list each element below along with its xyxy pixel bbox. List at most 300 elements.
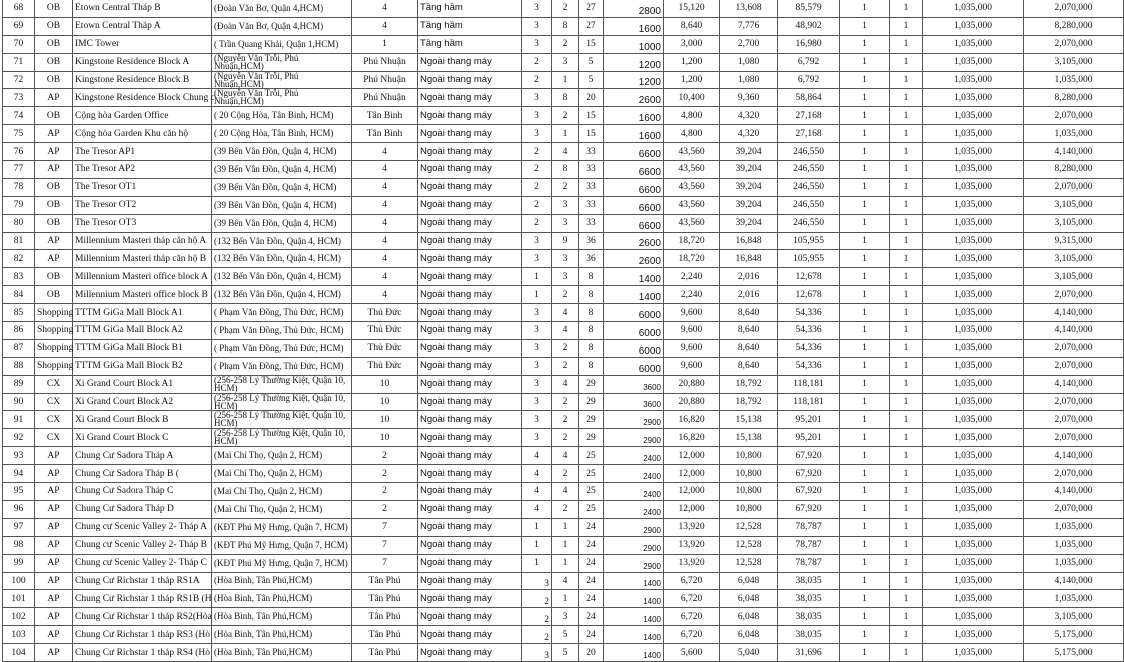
placement-location: Tầng hầm <box>418 17 522 35</box>
row-number: 74 <box>3 107 35 125</box>
building-type: AP <box>35 143 73 161</box>
count-b: 2 <box>552 107 579 125</box>
placement-location: Ngoài thang máy <box>418 268 522 286</box>
floor-count: 36 <box>579 250 604 268</box>
area-value-1: 43,560 <box>664 161 720 179</box>
building-type: OB <box>35 53 73 71</box>
table-row <box>3 518 1124 536</box>
count-a: 1 <box>522 286 552 304</box>
total-price: 8,280,000 <box>1024 89 1124 107</box>
count-b: 2 <box>552 500 579 518</box>
table-row <box>3 304 1124 322</box>
area-value-1: 43,560 <box>664 214 720 232</box>
factor-1: 1 <box>840 71 890 89</box>
count-a: 3 <box>522 17 552 35</box>
floor-count: 29 <box>579 393 604 411</box>
building-name: Chung Cư Sadora Tháp C <box>73 483 212 501</box>
building-address: (Mai Chí Thọ, Quận 2, HCM) <box>212 447 352 465</box>
area-value-1: 8,640 <box>664 17 720 35</box>
area-value-3: 246,550 <box>778 143 840 161</box>
count-b: 2 <box>552 465 579 483</box>
building-type: AP <box>35 250 73 268</box>
building-name: Chung Cư Richstar 1 tháp RS4 (Hò <box>73 644 212 662</box>
building-name: Chung Cư Sadora Tháp A <box>73 447 212 465</box>
row-number: 80 <box>3 214 35 232</box>
total-price: 1,035,000 <box>1024 71 1124 89</box>
factor-2: 1 <box>890 375 923 393</box>
floor-count: 15 <box>579 125 604 143</box>
building-name: The Tresor AP1 <box>73 143 212 161</box>
building-address: (256-258 Lý Thường Kiệt, Quận 10, HCM) <box>212 375 352 393</box>
factor-2: 1 <box>890 554 923 572</box>
building-type: Shopping <box>35 322 73 340</box>
floor-count: 25 <box>579 483 604 501</box>
total-price: 2,070,000 <box>1024 35 1124 53</box>
factor-1: 1 <box>840 447 890 465</box>
area-value-1: 10,400 <box>664 89 720 107</box>
building-name: Chung cư Scenic Valley 2- Tháp A <box>73 518 212 536</box>
building-address: (132 Bến Vân Đồn, Quận 4, HCM) <box>212 232 352 250</box>
area-value-1: 9,600 <box>664 339 720 357</box>
factor-2: 1 <box>890 161 923 179</box>
height-value: 2600 <box>604 250 664 268</box>
area-value-2: 18,792 <box>720 375 778 393</box>
factor-1: 1 <box>840 644 890 662</box>
count-b: 3 <box>552 214 579 232</box>
height-value: 2900 <box>604 554 664 572</box>
count-a: 3 <box>522 393 552 411</box>
district: 4 <box>352 143 418 161</box>
area-value-2: 39,204 <box>720 196 778 214</box>
count-a: 1 <box>522 536 552 554</box>
building-name: Chung cư Scenic Valley 2- Tháp B <box>73 536 212 554</box>
floor-count: 8 <box>579 286 604 304</box>
placement-location: Ngoài thang máy <box>418 590 522 608</box>
factor-2: 1 <box>890 429 923 447</box>
area-value-1: 43,560 <box>664 178 720 196</box>
row-number: 83 <box>3 268 35 286</box>
area-value-1: 1,200 <box>664 53 720 71</box>
unit-price: 1,035,000 <box>923 411 1024 429</box>
floor-count: 25 <box>579 447 604 465</box>
count-a: 1 <box>522 554 552 572</box>
row-number: 69 <box>3 17 35 35</box>
height-value: 3600 <box>604 375 664 393</box>
area-value-2: 18,792 <box>720 393 778 411</box>
area-value-2: 1,080 <box>720 53 778 71</box>
factor-2: 1 <box>890 357 923 375</box>
building-name: Millennium Masteri office block B <box>73 286 212 304</box>
table-body <box>3 0 1124 661</box>
height-value: 1400 <box>604 626 664 644</box>
count-a: 2 <box>522 626 552 644</box>
factor-2: 1 <box>890 71 923 89</box>
total-price: 2,070,000 <box>1024 411 1124 429</box>
row-number: 97 <box>3 518 35 536</box>
placement-location: Ngoài thang máy <box>418 429 522 447</box>
factor-2: 1 <box>890 286 923 304</box>
district: 4 <box>352 250 418 268</box>
building-name: Millennium Masteri tháp căn hộ A <box>73 232 212 250</box>
district: 4 <box>352 178 418 196</box>
area-value-3: 27,168 <box>778 107 840 125</box>
count-a: 2 <box>522 196 552 214</box>
height-value: 6000 <box>604 357 664 375</box>
area-value-2: 2,016 <box>720 268 778 286</box>
total-price: 4,140,000 <box>1024 447 1124 465</box>
height-value: 2400 <box>604 447 664 465</box>
area-value-3: 6,792 <box>778 71 840 89</box>
area-value-2: 10,800 <box>720 447 778 465</box>
area-value-1: 2,240 <box>664 268 720 286</box>
placement-location: Ngoài thang máy <box>418 304 522 322</box>
count-b: 2 <box>552 393 579 411</box>
placement-location: Ngoài thang máy <box>418 644 522 662</box>
total-price: 5,175,000 <box>1024 644 1124 662</box>
placement-location: Ngoài thang máy <box>418 339 522 357</box>
factor-1: 1 <box>840 536 890 554</box>
building-address: (Mai Chí Thọ, Quận 2, HCM) <box>212 465 352 483</box>
building-name: Xi Grand Court Block A1 <box>73 375 212 393</box>
total-price: 2,070,000 <box>1024 107 1124 125</box>
floor-count: 27 <box>579 17 604 35</box>
area-value-1: 6,720 <box>664 626 720 644</box>
area-value-1: 20,880 <box>664 393 720 411</box>
total-price: 2,070,000 <box>1024 357 1124 375</box>
area-value-2: 6,048 <box>720 572 778 590</box>
unit-price: 1,035,000 <box>923 17 1024 35</box>
area-value-2: 12,528 <box>720 554 778 572</box>
height-value: 1400 <box>604 644 664 662</box>
factor-2: 1 <box>890 196 923 214</box>
building-address: (Đoàn Văn Bơ, Quận 4,HCM) <box>212 0 352 17</box>
area-value-2: 2,700 <box>720 35 778 53</box>
row-number: 100 <box>3 572 35 590</box>
factor-2: 1 <box>890 107 923 125</box>
floor-count: 8 <box>579 268 604 286</box>
district: 2 <box>352 500 418 518</box>
building-type: AP <box>35 590 73 608</box>
table-row <box>3 53 1124 71</box>
count-a: 3 <box>522 125 552 143</box>
district: 4 <box>352 161 418 179</box>
factor-1: 1 <box>840 143 890 161</box>
placement-location: Ngoài thang máy <box>418 465 522 483</box>
table-row <box>3 17 1124 35</box>
row-number: 78 <box>3 178 35 196</box>
unit-price: 1,035,000 <box>923 232 1024 250</box>
row-number: 73 <box>3 89 35 107</box>
table-row <box>3 375 1124 393</box>
count-b: 2 <box>552 429 579 447</box>
floor-count: 8 <box>579 357 604 375</box>
height-value: 6000 <box>604 322 664 340</box>
height-value: 6600 <box>604 178 664 196</box>
count-b: 2 <box>552 411 579 429</box>
building-name: TTTM GiGa Mall Block B2 <box>73 357 212 375</box>
placement-location: Ngoài thang máy <box>418 196 522 214</box>
building-address: (132 Bến Vân Đồn, Quận 4, HCM) <box>212 268 352 286</box>
building-name: Xi Grand Court Block A2 <box>73 393 212 411</box>
area-value-3: 12,678 <box>778 286 840 304</box>
building-address: (Hòa Bình, Tân Phú,HCM) <box>212 608 352 626</box>
building-address: (132 Bến Vân Đồn, Quận 4, HCM) <box>212 250 352 268</box>
total-price: 2,070,000 <box>1024 0 1124 17</box>
area-value-1: 12,000 <box>664 465 720 483</box>
table-row <box>3 107 1124 125</box>
building-type: AP <box>35 125 73 143</box>
height-value: 6600 <box>604 143 664 161</box>
height-value: 1000 <box>604 35 664 53</box>
building-address: (Hòa Bình, Tân Phú,HCM) <box>212 626 352 644</box>
area-value-3: 67,920 <box>778 447 840 465</box>
placement-location: Ngoài thang máy <box>418 554 522 572</box>
count-a: 3 <box>522 0 552 17</box>
unit-price: 1,035,000 <box>923 590 1024 608</box>
floor-count: 33 <box>579 214 604 232</box>
factor-1: 1 <box>840 232 890 250</box>
building-price-table <box>2 0 1124 662</box>
area-value-1: 1,200 <box>664 71 720 89</box>
building-address: (Mai Chí Thọ, Quận 2, HCM) <box>212 483 352 501</box>
total-price: 8,280,000 <box>1024 161 1124 179</box>
building-name: Cộng hòa Garden Khu căn hộ <box>73 125 212 143</box>
count-a: 2 <box>522 590 552 608</box>
row-number: 68 <box>3 0 35 17</box>
factor-1: 1 <box>840 304 890 322</box>
district: Phú Nhuận <box>352 71 418 89</box>
area-value-1: 2,240 <box>664 286 720 304</box>
area-value-3: 54,336 <box>778 339 840 357</box>
table-row <box>3 250 1124 268</box>
building-name: TTTM GiGa Mall Block A1 <box>73 304 212 322</box>
area-value-3: 246,550 <box>778 161 840 179</box>
factor-2: 1 <box>890 53 923 71</box>
building-name: Chung Cư Richstar 1 tháp RS1A <box>73 572 212 590</box>
count-a: 2 <box>522 178 552 196</box>
floor-count: 24 <box>579 590 604 608</box>
placement-location: Ngoài thang máy <box>418 411 522 429</box>
building-type: OB <box>35 286 73 304</box>
table-row <box>3 429 1124 447</box>
row-number: 72 <box>3 71 35 89</box>
count-a: 3 <box>522 250 552 268</box>
unit-price: 1,035,000 <box>923 178 1024 196</box>
building-type: AP <box>35 608 73 626</box>
factor-2: 1 <box>890 268 923 286</box>
count-a: 2 <box>522 214 552 232</box>
placement-location: Ngoài thang máy <box>418 143 522 161</box>
building-address: (256-258 Lý Thường Kiệt, Quận 10, HCM) <box>212 393 352 411</box>
height-value: 2600 <box>604 232 664 250</box>
table-row <box>3 339 1124 357</box>
count-a: 2 <box>522 71 552 89</box>
count-b: 5 <box>552 626 579 644</box>
building-type: CX <box>35 375 73 393</box>
placement-location: Ngoài thang máy <box>418 483 522 501</box>
unit-price: 1,035,000 <box>923 89 1024 107</box>
building-name: Etown Central Tháp A <box>73 17 212 35</box>
floor-count: 24 <box>579 554 604 572</box>
district: Tân Phú <box>352 644 418 662</box>
count-b: 2 <box>552 0 579 17</box>
area-value-3: 78,787 <box>778 554 840 572</box>
height-value: 2400 <box>604 465 664 483</box>
building-name: TTTM GiGa Mall Block B1 <box>73 339 212 357</box>
area-value-3: 58,864 <box>778 89 840 107</box>
height-value: 1200 <box>604 53 664 71</box>
row-number: 84 <box>3 286 35 304</box>
count-a: 3 <box>522 89 552 107</box>
floor-count: 8 <box>579 322 604 340</box>
factor-2: 1 <box>890 232 923 250</box>
factor-1: 1 <box>840 339 890 357</box>
row-number: 79 <box>3 196 35 214</box>
factor-1: 1 <box>840 107 890 125</box>
row-number: 90 <box>3 393 35 411</box>
total-price: 1,035,000 <box>1024 125 1124 143</box>
building-address: ( Phạm Văn Đồng, Thủ Đức, HCM) <box>212 339 352 357</box>
total-price: 2,070,000 <box>1024 393 1124 411</box>
total-price: 3,105,000 <box>1024 196 1124 214</box>
factor-1: 1 <box>840 286 890 304</box>
area-value-2: 15,138 <box>720 411 778 429</box>
height-value: 1400 <box>604 572 664 590</box>
floor-count: 24 <box>579 518 604 536</box>
building-type: AP <box>35 536 73 554</box>
building-address: (Hòa Bình, Tân Phú,HCM) <box>212 572 352 590</box>
count-b: 8 <box>552 89 579 107</box>
building-name: Kingstone Residence Block B <box>73 71 212 89</box>
district: 4 <box>352 17 418 35</box>
placement-location: Ngoài thang máy <box>418 572 522 590</box>
count-a: 3 <box>522 107 552 125</box>
row-number: 85 <box>3 304 35 322</box>
placement-location: Ngoài thang máy <box>418 447 522 465</box>
district: Thủ Đức <box>352 304 418 322</box>
area-value-1: 4,800 <box>664 107 720 125</box>
district: 4 <box>352 286 418 304</box>
area-value-1: 13,920 <box>664 554 720 572</box>
area-value-2: 2,016 <box>720 286 778 304</box>
building-name: Chung Cư Sadora Tháp D <box>73 500 212 518</box>
district: 10 <box>352 393 418 411</box>
area-value-1: 15,120 <box>664 0 720 17</box>
area-value-1: 4,800 <box>664 125 720 143</box>
area-value-2: 16,848 <box>720 232 778 250</box>
building-address: (KĐT Phú Mỹ Hưng, Quận 7, HCM) <box>212 536 352 554</box>
building-type: OB <box>35 35 73 53</box>
area-value-3: 85,579 <box>778 0 840 17</box>
building-type: AP <box>35 161 73 179</box>
floor-count: 33 <box>579 161 604 179</box>
building-address: ( 20 Cộng Hòa, Tân Bình, HCM) <box>212 107 352 125</box>
area-value-2: 6,048 <box>720 590 778 608</box>
placement-location: Ngoài thang máy <box>418 89 522 107</box>
factor-1: 1 <box>840 590 890 608</box>
factor-2: 1 <box>890 572 923 590</box>
factor-1: 1 <box>840 17 890 35</box>
factor-1: 1 <box>840 196 890 214</box>
unit-price: 1,035,000 <box>923 322 1024 340</box>
floor-count: 29 <box>579 411 604 429</box>
building-address: (Nguyễn Văn Trỗi, Phú Nhuận,HCM) <box>212 71 352 89</box>
total-price: 4,140,000 <box>1024 322 1124 340</box>
building-name: The Tresor OT1 <box>73 178 212 196</box>
building-name: Xi Grand Court Block C <box>73 429 212 447</box>
factor-2: 1 <box>890 304 923 322</box>
height-value: 2900 <box>604 518 664 536</box>
row-number: 70 <box>3 35 35 53</box>
building-address: (39 Bến Vân Đồn, Quận 4, HCM) <box>212 161 352 179</box>
area-value-2: 39,204 <box>720 161 778 179</box>
count-b: 4 <box>552 483 579 501</box>
building-type: OB <box>35 0 73 17</box>
area-value-2: 10,800 <box>720 500 778 518</box>
placement-location: Tầng hầm <box>418 35 522 53</box>
district: 10 <box>352 411 418 429</box>
building-type: AP <box>35 89 73 107</box>
total-price: 2,070,000 <box>1024 286 1124 304</box>
height-value: 6600 <box>604 214 664 232</box>
table-row <box>3 357 1124 375</box>
count-a: 3 <box>522 572 552 590</box>
factor-1: 1 <box>840 161 890 179</box>
floor-count: 29 <box>579 375 604 393</box>
height-value: 2800 <box>604 0 664 17</box>
factor-2: 1 <box>890 500 923 518</box>
count-a: 3 <box>522 232 552 250</box>
area-value-1: 20,880 <box>664 375 720 393</box>
total-price: 2,070,000 <box>1024 429 1124 447</box>
area-value-3: 38,035 <box>778 608 840 626</box>
total-price: 3,105,000 <box>1024 53 1124 71</box>
district: 4 <box>352 268 418 286</box>
district: 7 <box>352 518 418 536</box>
count-a: 3 <box>522 429 552 447</box>
height-value: 6000 <box>604 339 664 357</box>
district: Tân Phú <box>352 626 418 644</box>
height-value: 1200 <box>604 71 664 89</box>
unit-price: 1,035,000 <box>923 286 1024 304</box>
count-b: 2 <box>552 178 579 196</box>
height-value: 3600 <box>604 393 664 411</box>
floor-count: 27 <box>579 0 604 17</box>
building-name: Etown Central Tháp B <box>73 0 212 17</box>
table-row <box>3 393 1124 411</box>
factor-1: 1 <box>840 500 890 518</box>
placement-location: Ngoài thang máy <box>418 53 522 71</box>
table-row <box>3 161 1124 179</box>
placement-location: Ngoài thang máy <box>418 125 522 143</box>
placement-location: Ngoài thang máy <box>418 286 522 304</box>
unit-price: 1,035,000 <box>923 339 1024 357</box>
count-b: 3 <box>552 196 579 214</box>
placement-location: Ngoài thang máy <box>418 178 522 196</box>
count-b: 3 <box>552 608 579 626</box>
factor-1: 1 <box>840 178 890 196</box>
row-number: 102 <box>3 608 35 626</box>
area-value-3: 78,787 <box>778 518 840 536</box>
building-address: (256-258 Lý Thường Kiệt, Quận 10, HCM) <box>212 429 352 447</box>
building-type: Shopping <box>35 357 73 375</box>
area-value-1: 3,000 <box>664 35 720 53</box>
floor-count: 33 <box>579 196 604 214</box>
row-number: 99 <box>3 554 35 572</box>
height-value: 1600 <box>604 125 664 143</box>
factor-1: 1 <box>840 0 890 17</box>
area-value-1: 43,560 <box>664 143 720 161</box>
